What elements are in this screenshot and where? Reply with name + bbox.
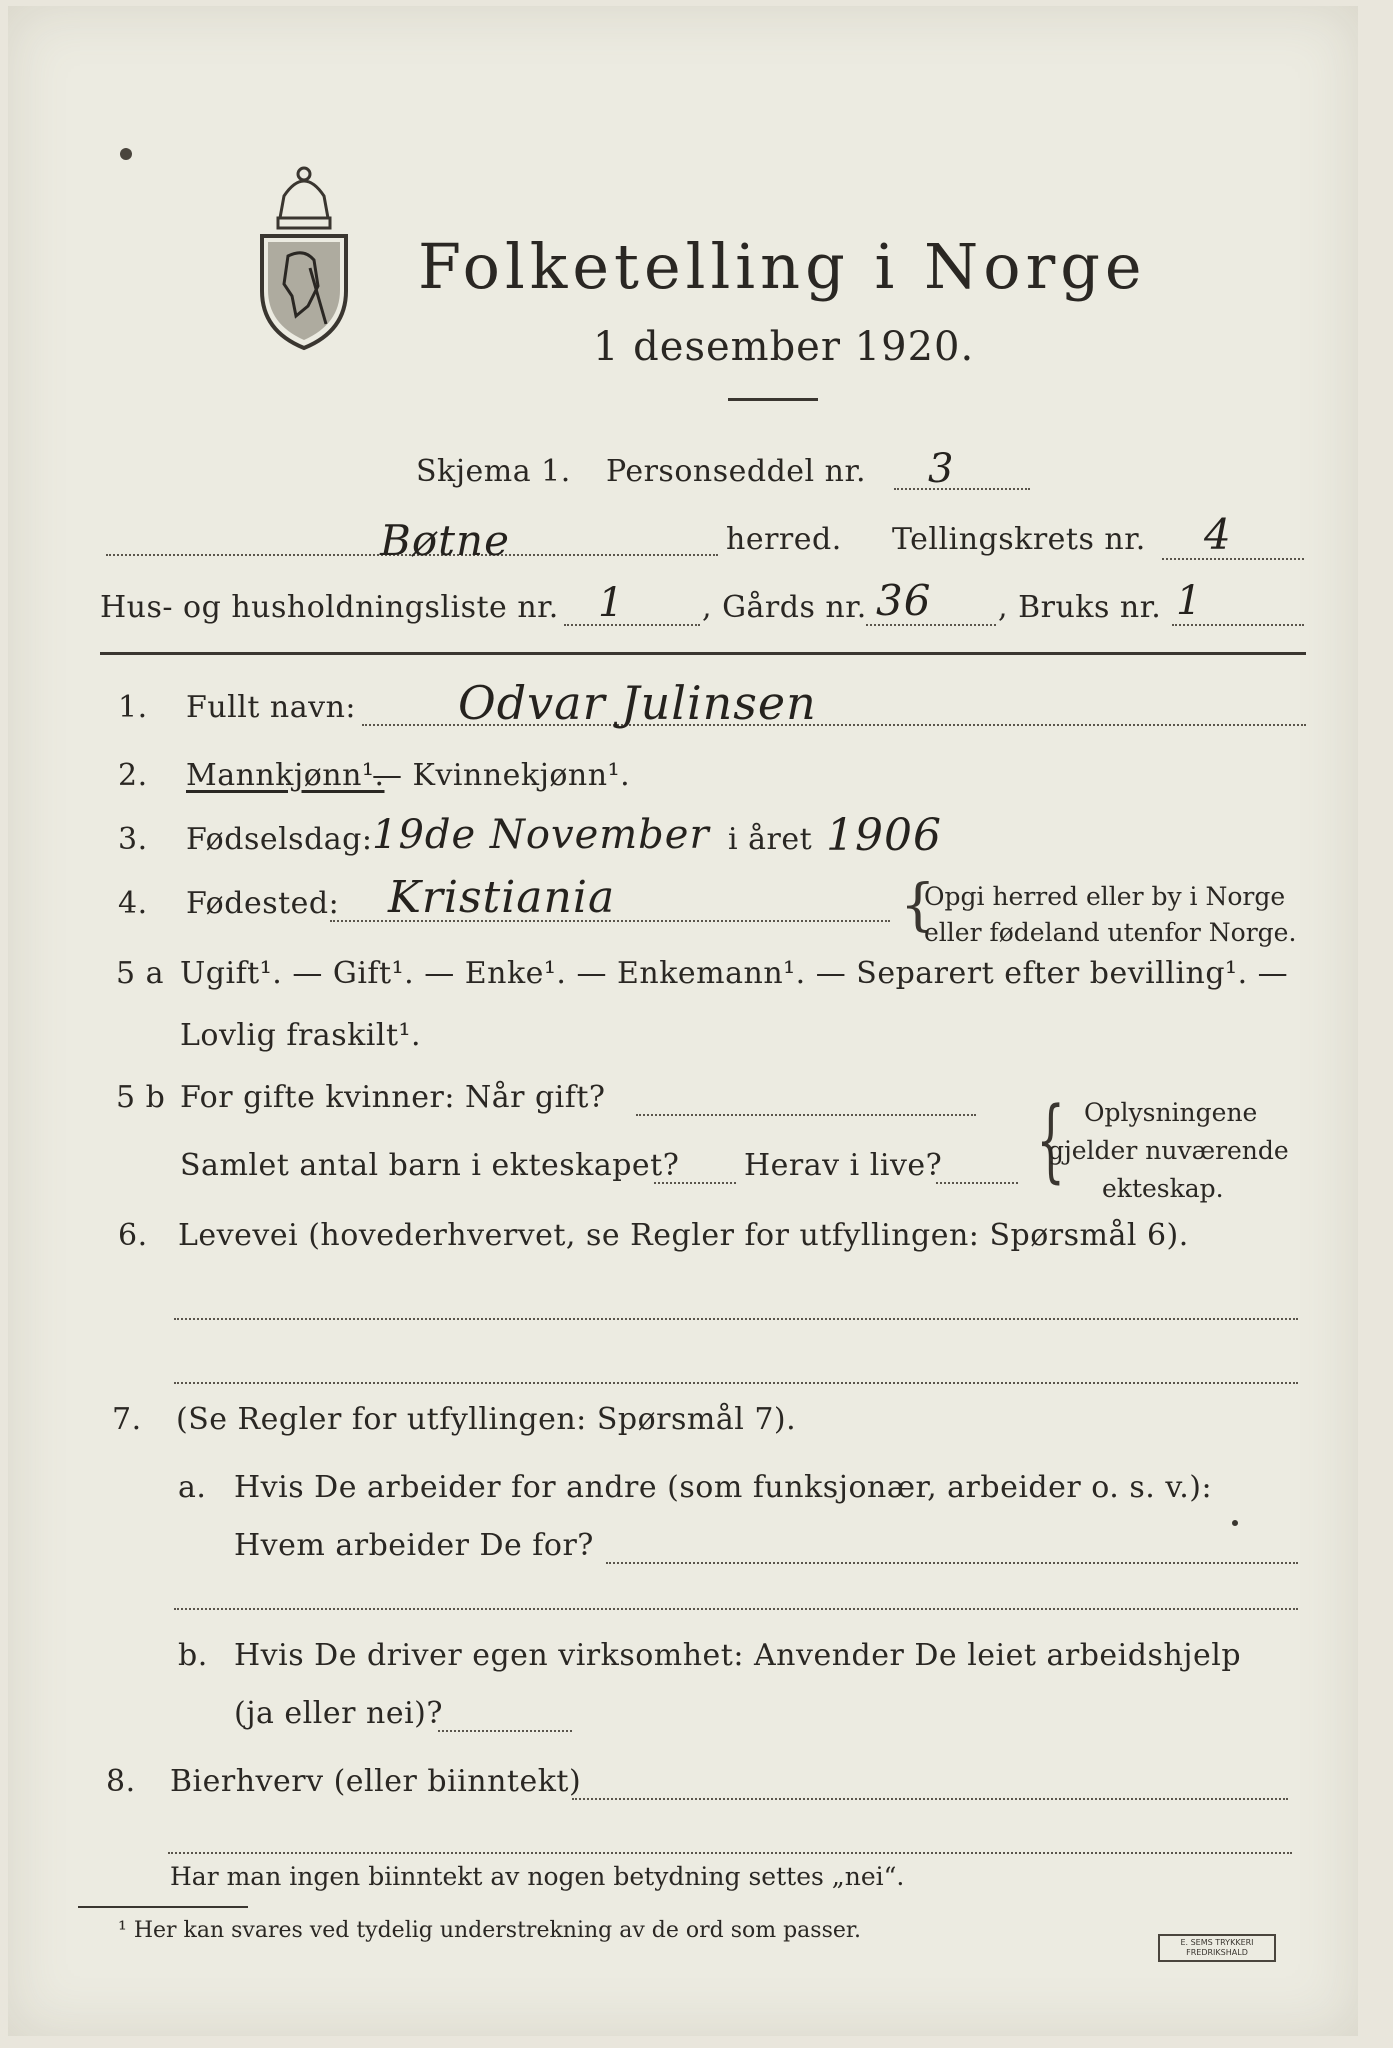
q3-label: Fødselsdag:	[186, 822, 373, 857]
q3-year-label: i året	[728, 822, 813, 857]
q7b-letter: b.	[178, 1638, 208, 1673]
marital-status-divorced: Lovlig fraskilt¹.	[180, 1018, 422, 1053]
tellingskrets-label: Tellingskrets nr.	[892, 522, 1146, 557]
q4-note-line2: eller fødeland utenfor Norge.	[924, 918, 1297, 947]
no-income-note: Har man ingen biinntekt av nogen betydning settes „nei“.	[170, 1862, 905, 1891]
q5b-number: 5 b	[116, 1080, 166, 1115]
q5b-note-line1: Oplysningene	[1084, 1098, 1258, 1127]
ink-dot	[120, 148, 132, 160]
skjema-label: Skjema 1.	[416, 454, 571, 489]
herred-label: herred.	[726, 522, 842, 557]
census-date: 1 desember 1920.	[593, 324, 975, 370]
q5b-note-line3: ekteskap.	[1102, 1174, 1224, 1203]
birth-place-value: Kristiania	[388, 872, 616, 923]
printer-stamp	[1158, 1934, 1276, 1962]
q8-number: 8.	[106, 1764, 136, 1799]
gender-male-option: Mannkjønn¹.	[186, 758, 385, 793]
q3-number: 3.	[118, 822, 148, 857]
q8-label: Bierhverv (eller biinntekt)	[170, 1764, 582, 1799]
personseddel-label: Personseddel nr.	[606, 454, 867, 489]
q7-number: 7.	[112, 1402, 142, 1437]
q1-number: 1.	[118, 690, 148, 725]
q7a-letter: a.	[178, 1470, 207, 1505]
q5b-children-alive: Herav i live?	[744, 1148, 943, 1183]
q4-label: Fødested:	[186, 886, 340, 921]
q5b-children-count: Samlet antal barn i ekteskapet?	[180, 1148, 680, 1183]
gender-female-option: — Kvinnekjønn¹.	[372, 758, 631, 793]
footnote: ¹ Her kan svares ved tydelig understrekning av de ord som passer.	[118, 1918, 861, 1943]
q6-occupation-label: Levevei (hovederhvervet, se Regler for utfyllingen: Spørsmål 6).	[178, 1218, 1189, 1253]
marital-status-options: Ugift¹. — Gift¹. — Enke¹. — Enkemann¹. — Separert efter bevilling¹. —	[180, 956, 1289, 991]
header-divider	[100, 652, 1306, 655]
printer-stamp-text: E. SEMS TRYKKERI FREDRIKSHALD	[1180, 1938, 1254, 1957]
coat-of-arms-icon	[248, 156, 360, 360]
q7b-yes-no-label: (ja eller nei)?	[234, 1696, 443, 1731]
title-divider	[728, 398, 818, 401]
q4-number: 4.	[118, 886, 148, 921]
personseddel-value: 3	[928, 446, 955, 492]
gards-label: , Gårds nr.	[702, 590, 867, 625]
bruks-value: 1	[1176, 578, 1203, 624]
q7a-employer-label: Hvem arbeider De for?	[234, 1528, 594, 1563]
tellingskrets-value: 4	[1204, 510, 1232, 559]
birth-date-value: 19de November	[372, 812, 710, 858]
q1-label: Fullt navn:	[186, 690, 357, 725]
bruks-label: , Bruks nr.	[998, 590, 1162, 625]
q5a-number: 5 a	[116, 956, 165, 991]
q5b-married-when: For gifte kvinner: Når gift?	[180, 1080, 606, 1115]
gards-value: 36	[876, 576, 932, 625]
q4-note-line1: Opgi herred eller by i Norge	[924, 882, 1286, 911]
birth-year-value: 1906	[826, 810, 942, 861]
page-title: Folketelling i Norge	[418, 230, 1147, 303]
herred-value: Bøtne	[380, 516, 510, 565]
q2-number: 2.	[118, 758, 148, 793]
hus-label: Hus- og husholdningsliste nr.	[100, 590, 559, 625]
q6-number: 6.	[118, 1218, 148, 1253]
full-name-value: Odvar Julinsen	[458, 676, 817, 730]
hus-value: 1	[598, 580, 625, 626]
ink-dot	[1232, 1520, 1238, 1526]
q7b-label: Hvis De driver egen virksomhet: Anvender De leiet arbeidshjelp	[234, 1638, 1242, 1673]
q7a-label: Hvis De arbeider for andre (som funksjonær, arbeider o. s. v.):	[234, 1470, 1213, 1505]
q7-label: (Se Regler for utfyllingen: Spørsmål 7).	[176, 1402, 797, 1437]
census-form-page: Folketelling i Norge 1 desember 1920. Skjema 1. Personseddel nr. 3 Bøtne herred. Tellingskrets nr. 4 Hus- og husholdningsliste nr. 1 , Gårds nr. 36 , Bruks nr. 1 1. Fullt navn: Odvar Julinsen 2. Mannkjønn¹. — Kvinnekjønn¹. 3. Fødselsdag: 19de November i året 1906 4. Fødested: Kristiania { Opgi herred eller by i Norge eller fødeland utenfor Norge. 5 a Ugift¹. — Gift¹. — Enke¹. — Enkemann¹. — Separert efter bevilling¹. — Lovlig fraskilt¹. 5 b For gifte kvinner: Når gift? Samlet antal barn i ekteskapet? Herav i live? { Oplysningene gjelder nuværende ekteskap. 6. Levevei (hovederhvervet, se Regler for utfyllingen: Spørsmål 6). 7. (Se Regler for utfyllingen: Spørsmål 7). a. Hvis De arbeider for andre (som funksjonær, arbeider o. s. v.): Hvem arbeider De for? b. Hvis De driver egen virksomhet: Anvender De leiet arbeidshjelp (ja eller nei)? 8. Bierhverv (eller biinntekt) Har man ingen biinntekt av nogen betydning settes „nei“. ¹ Her kan svares ved tydelig understrekning av de ord som passer. E. SEMS TRYKKERI FREDRIKSHALD	[8, 6, 1358, 2036]
footnote-divider	[78, 1906, 248, 1908]
q5b-note-line2: gjelder nuværende	[1048, 1136, 1289, 1165]
